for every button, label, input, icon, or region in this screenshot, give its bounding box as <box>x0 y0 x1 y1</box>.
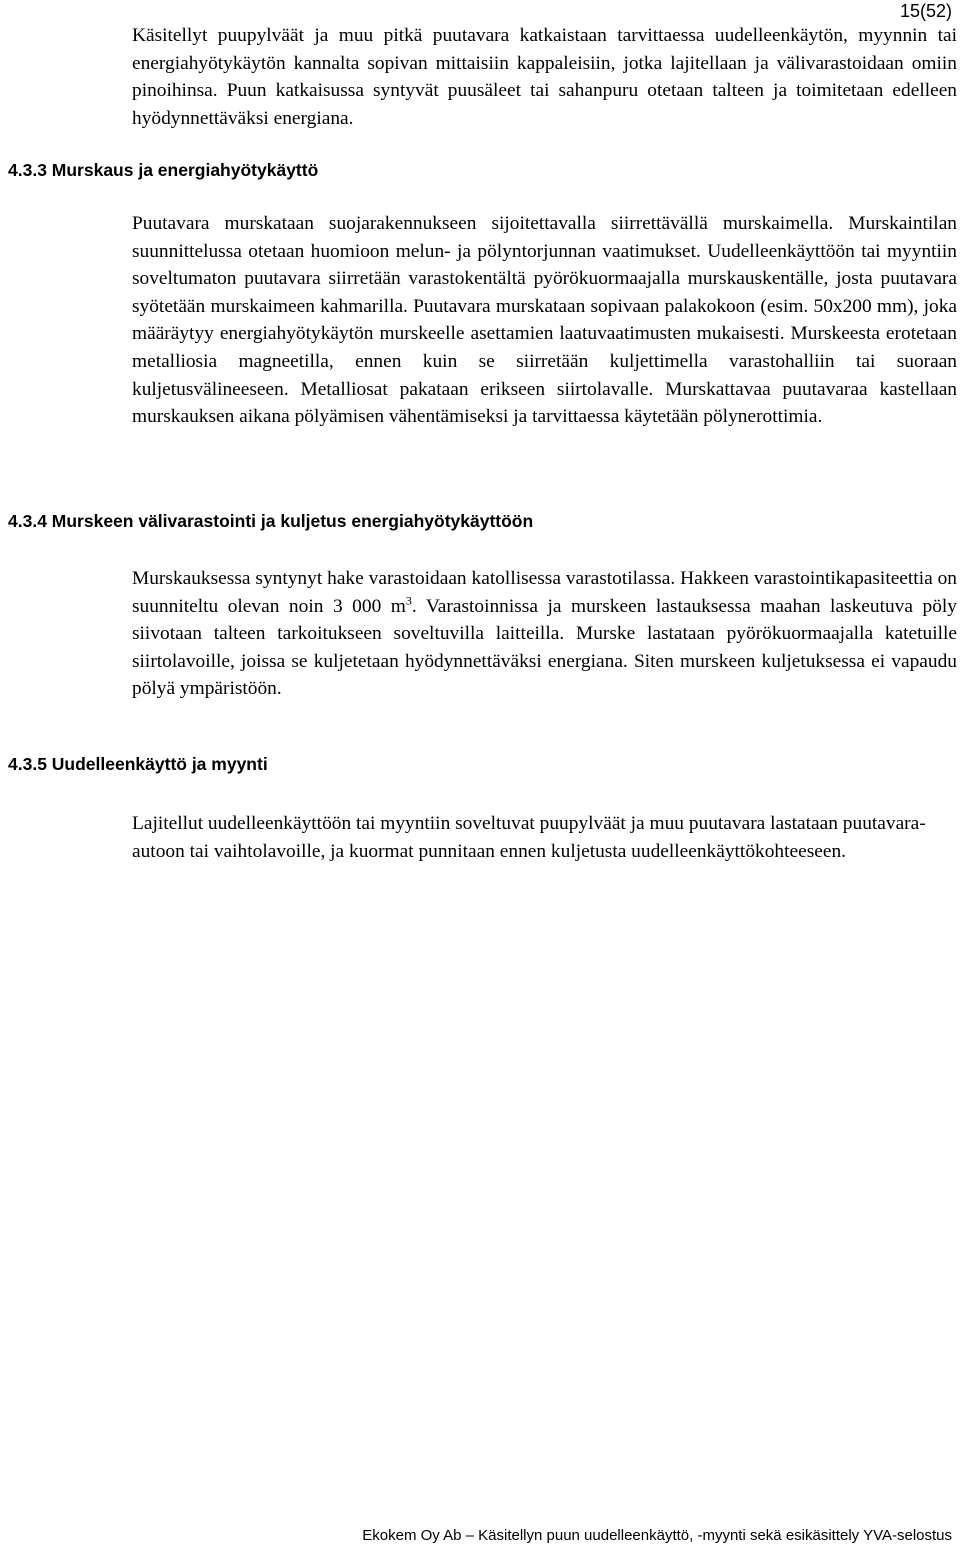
intro-paragraph: Käsitellyt puupylväät ja muu pitkä puutavara katkaistaan tarvittaessa uudelleenkäytön, myynnin tai energiahyötykäytön kannalta sopivan mittaisiin kappaleisiin, jotka lajitellaan ja välivarastoidaan omiin pinoihinsa. Puun katkaisussa syntyvät puusäleet tai sahanpuru otetaan talteen ja toimitetaan edelleen hyödynnettäväksi energiana. <box>132 25 957 129</box>
section-heading-4-3-5: 4.3.5 Uudelleenkäyttö ja myynti <box>8 754 268 774</box>
section-4-3-5-paragraph: Lajitellut uudelleenkäyttöön tai myyntiin soveltuvat puupylväät ja muu puutavara lastataan puutavara-autoon tai vaihtolavoille, ja kuormat punnitaan ennen kuljetusta uudelleenkäyttökohteeseen. <box>132 813 926 862</box>
page-footer: Ekokem Oy Ab – Käsitellyn puun uudelleenkäyttö, -myynti sekä esikäsittely YVA-selostus <box>362 1527 952 1544</box>
cubic-superscript: 3 <box>405 593 412 608</box>
section-4-3-3-paragraph: Puutavara murskataan suojarakennukseen sijoitettavalla siirrettävällä murskaimella. Murskaintilan suunnittelussa otetaan huomioon melun- ja pölyntorjunnan vaatimukset. Uudelleenkäyttöön tai myyntiin soveltumaton puutavara siirretään varastokentältä pyörökuormaajalla murskauskentälle, josta puutavara syötetään murskaimeen kahmarilla. Puutavara murskataan sopivaan palakokoon (esim. 50x200 mm), joka määräytyy energiahyötykäytön murskeelle asettamien laatuvaatimusten mukaisesti. Murskeesta erotetaan metalliosia magneetilla, ennen kuin se siirretään kuljettimella varastohalliin tai suoraan kuljetusvälineeseen. Metalliosat pakataan erikseen siirtolavalle. Murskattavaa puutavaraa kastellaan murskauksen aikana pölyämisen vähentämiseksi ja tarvittaessa käytetään pölynerottimia. <box>132 213 957 428</box>
page-number: 15(52) <box>899 1 952 21</box>
section-heading-4-3-3: 4.3.3 Murskaus ja energiahyötykäyttö <box>8 160 319 180</box>
section-4-3-4-text-end: . Varastoinnissa ja murskeen lastauksessa maahan laskeutuva pöly siivotaan talteen tarkoitukseen soveltuvilla laitteilla. Murske lastataan pyörökuormaajalla katetuille siirtolavoille, joissa se kuljetetaan hyödynnettäväksi energiana. Siten murskeen kuljetuksessa ei vapaudu pölyä ympäristöön. <box>132 595 957 700</box>
section-heading-4-3-4: 4.3.4 Murskeen välivarastointi ja kuljetus energiahyötykäyttöön <box>8 511 534 531</box>
section-4-3-4-text-start: Murskauksessa syntynyt hake varastoidaan katollisessa varastotilassa. Hakkeen varastointikapasiteettia on suunniteltu olevan noin 3 000 m <box>132 568 957 617</box>
section-4-3-4-paragraph <box>132 565 957 703</box>
